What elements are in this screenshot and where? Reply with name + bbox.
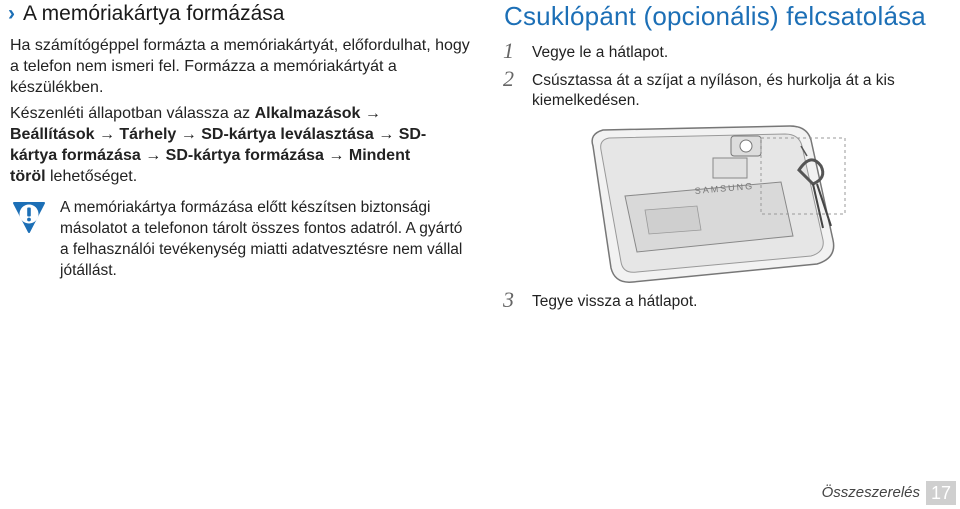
instructions-paragraph: Készenléti állapotban válassza az Alkalmazások → Beállítások → Tárhely → SD-kártya leválasztása → SD-kártya formázása → SD-kártya formázása → Mindent töröl lehetőséget. xyxy=(10,105,427,185)
section-title: › A memóriakártya formázása xyxy=(8,2,285,25)
battery-brand-label: SAMSUNG xyxy=(694,180,755,196)
step-number: 1 xyxy=(503,38,514,63)
warning-text: A memóriakártya formázása előtt készítsen biztonsági másolatot a telefonon tárolt összes fontos adatról. A gyártó a felhasználói tevékenység miatti adatvesztésre nem vállal jótállást. xyxy=(60,199,463,279)
intro-paragraph: Ha számítógéppel formázta a memóriakártyát, előfordulhat, hogy a telefon nem ismeri fel. Formázza a memóriakártyát a készülékben. xyxy=(10,37,470,96)
step-item xyxy=(503,66,953,115)
step-item xyxy=(503,287,953,316)
step-text: Csúsztassa át a szíjat a nyíláson, és hurkolja át a kis kiemelkedésen. xyxy=(532,72,895,109)
step-text: Vegye le a hátlapot. xyxy=(532,44,669,61)
page-number: 17 xyxy=(926,481,956,505)
step-text: Tegye vissza a hátlapot. xyxy=(532,293,698,310)
step-number: 2 xyxy=(503,66,514,91)
footer-section-name: Összeszerelés xyxy=(821,484,920,501)
strap-section-title: Csuklópánt (opcionális) felcsatolása xyxy=(504,1,926,31)
warning-icon xyxy=(12,200,46,234)
phone-back-illustration xyxy=(585,118,855,288)
chevron-right-icon: › xyxy=(8,2,15,25)
step-number: 3 xyxy=(503,287,514,312)
step-item xyxy=(503,38,953,67)
